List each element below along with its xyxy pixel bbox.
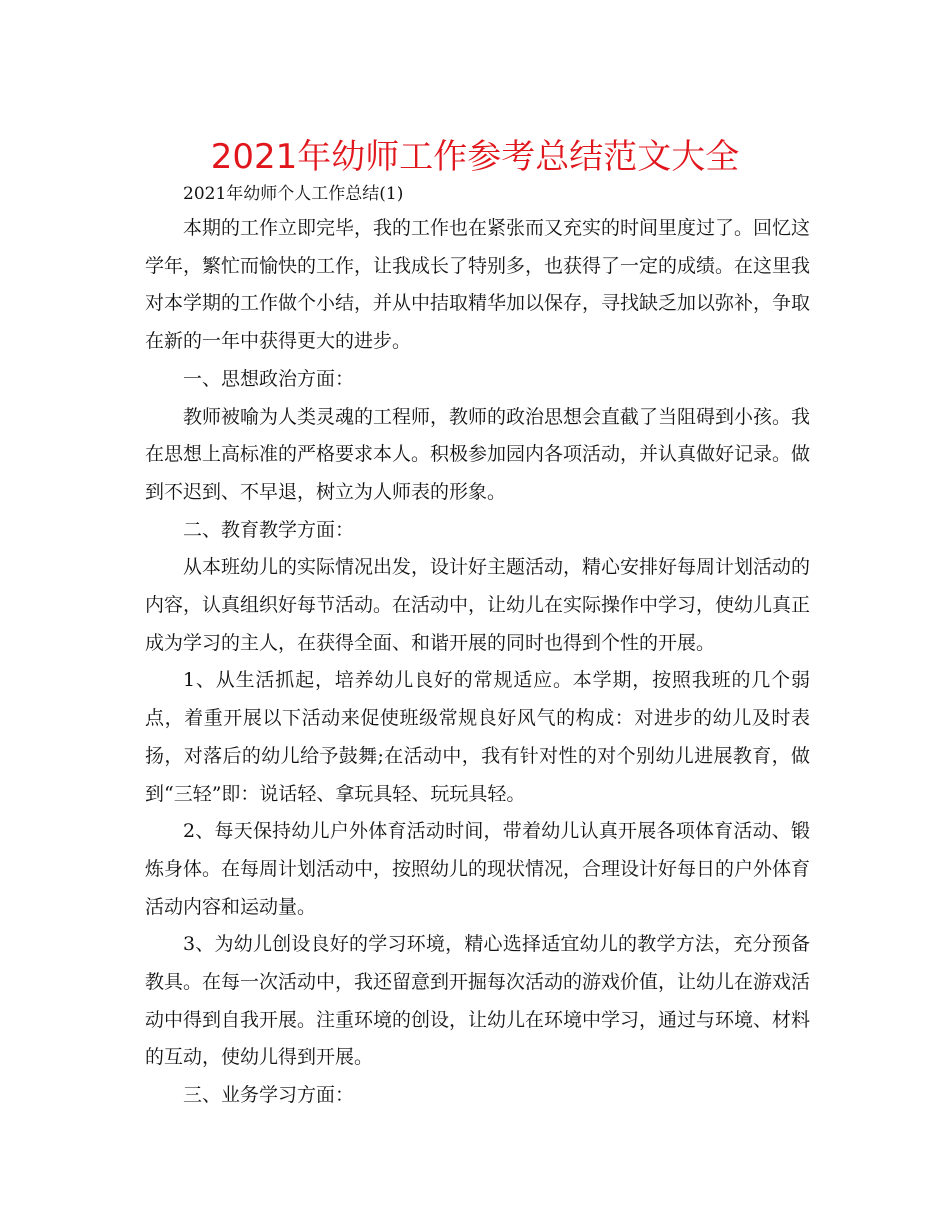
section-heading-teaching: 二、教育教学方面： [183,518,355,541]
section-heading-politics: 一、思想政治方面： [183,367,355,390]
paragraph-item-2: 2、每天保持幼儿户外体育活动时间，带着幼儿认真开展各项体育活动、锻炼身体。在每周计划活动中，按照幼儿的现状情况，合理设计好每日的户外体育活动内容和运动量。 [145,820,811,918]
section-heading-study: 三、业务学习方面： [183,1084,355,1107]
paragraph-item-3: 3、为幼儿创设良好的学习环境，精心选择适宜幼儿的教学方法，充分预备教具。在每一次活动中，我还留意到开掘每次活动的游戏价值，让幼儿在游戏活动中得到自我开展。注重环境的创设，让幼儿在环境中学习，通过与环境、材料的互动，使幼儿得到开展。 [145,933,811,1069]
paragraph-intro: 本期的工作立即完毕，我的工作也在紧张而又充实的时间里度过了。回忆这学年，繁忙而愉快的工作，让我成长了特别多，也获得了一定的成绩。在这里我对本学期的工作做个小结，并从中拮取精华加以保存，寻找缺乏加以弥补，争取在新的一年中获得更大的进步。 [145,217,811,353]
document-title: 2021年幼师工作参考总结范文大全 [210,137,740,177]
paragraph-politics: 教师被喻为人类灵魂的工程师，教师的政治思想会直截了当阻碍到小孩。我在思想上高标准的严格要求本人。积极参加园内各项活动，并认真做好记录。做到不迟到、不早退，树立为人师表的形象。 [145,405,811,503]
document-subtitle: 2021年幼师个人工作总结(1) [183,184,404,204]
paragraph-item-1: 1、从生活抓起，培养幼儿良好的常规适应。本学期，按照我班的几个弱点，着重开展以下活动来促使班级常规良好风气的构成：对进步的幼儿及时表扬，对落后的幼儿给予鼓舞;在活动中，我有针对性的对个别幼儿进展教育，做到“三轻”即：说话轻、拿玩具轻、玩玩具轻。 [145,669,810,805]
paragraph-teaching: 从本班幼儿的实际情况出发，设计好主题活动，精心安排好每周计划活动的内容，认真组织好每节活动。在活动中，让幼儿在实际操作中学习，使幼儿真正成为学习的主人，在获得全面、和谐开展的同时也得到个性的开展。 [145,556,811,654]
document-body [145,178,810,1115]
